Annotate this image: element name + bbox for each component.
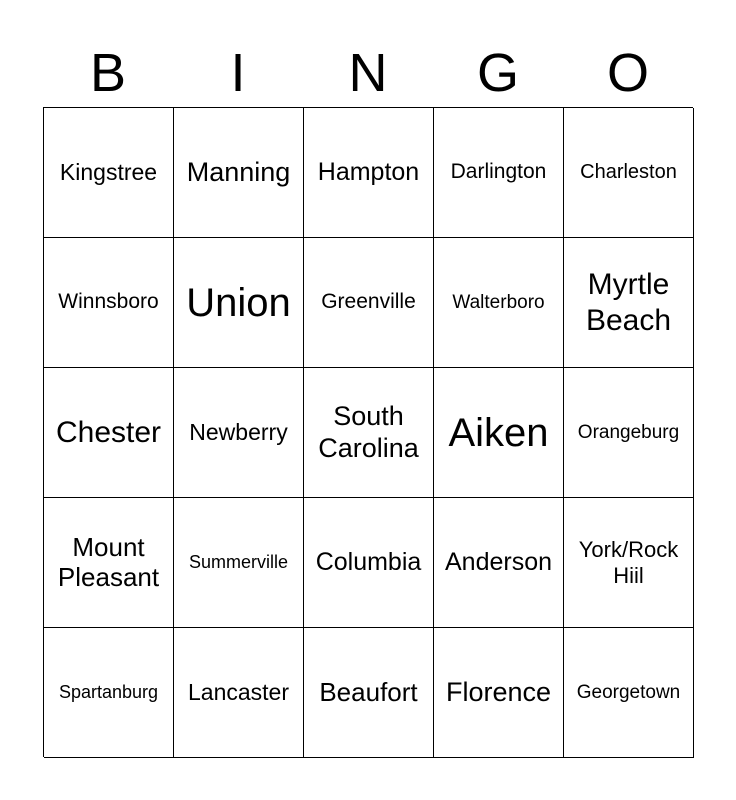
cell-label: Hampton — [317, 158, 420, 187]
bingo-header — [43, 40, 693, 106]
bingo-cell[interactable] — [44, 108, 174, 238]
cell-label: Chester — [55, 415, 162, 449]
cell-label: York/Rock Hiil — [578, 537, 679, 588]
cell-label: Aiken — [448, 410, 549, 455]
cell-label: Columbia — [315, 548, 422, 577]
cell-label: Florence — [445, 676, 552, 707]
cell-label: Greenville — [321, 290, 416, 314]
header-letter-n: N — [348, 43, 388, 103]
bingo-cell[interactable] — [44, 368, 174, 498]
bingo-cell[interactable] — [434, 368, 564, 498]
cell-label: Winnsboro — [58, 290, 159, 314]
bingo-cell[interactable] — [304, 628, 434, 758]
cell-label: Manning — [186, 156, 291, 187]
bingo-cell[interactable] — [564, 368, 694, 498]
bingo-cell[interactable] — [564, 628, 694, 758]
header-letter-b: B — [89, 43, 127, 103]
bingo-cell[interactable] — [564, 238, 694, 368]
cell-label: Mount Pleasant — [57, 531, 160, 592]
bingo-cell[interactable] — [174, 368, 304, 498]
bingo-cell[interactable] — [564, 108, 694, 238]
cell-label: Summerville — [188, 552, 289, 573]
cell-label: Union — [186, 280, 291, 325]
cell-label: Kingstree — [59, 159, 158, 186]
cell-label: Anderson — [444, 548, 553, 577]
cell-label: Spartanburg — [58, 682, 159, 703]
cell-label: Georgetown — [576, 681, 681, 703]
cell-label: Orangeburg — [577, 421, 680, 443]
bingo-cell[interactable] — [304, 368, 434, 498]
bingo-cell[interactable] — [304, 108, 434, 238]
bingo-cell[interactable] — [564, 498, 694, 628]
bingo-cell[interactable] — [44, 628, 174, 758]
cell-label: Beaufort — [319, 676, 418, 707]
cell-label: Charleston — [580, 161, 677, 183]
bingo-cell[interactable] — [174, 108, 304, 238]
header-letter-g: G — [476, 43, 519, 103]
bingo-cell[interactable] — [44, 498, 174, 628]
bingo-cell[interactable] — [174, 628, 304, 758]
bingo-cell[interactable] — [434, 628, 564, 758]
cell-label: Lancaster — [187, 679, 289, 706]
bingo-cell[interactable] — [434, 238, 564, 368]
bingo-cell[interactable] — [174, 498, 304, 628]
cell-label: South Carolina — [318, 401, 419, 463]
bingo-cell[interactable] — [304, 498, 434, 628]
bingo-cell[interactable] — [44, 238, 174, 368]
bingo-cell[interactable] — [174, 238, 304, 368]
bingo-board — [43, 107, 693, 757]
header-letter-i: I — [230, 43, 246, 103]
cell-label: Myrtle Beach — [585, 267, 672, 337]
cell-label: Darlington — [450, 160, 547, 184]
cell-label: Newberry — [189, 419, 288, 446]
cell-label: Walterboro — [452, 291, 545, 313]
bingo-cell[interactable] — [434, 498, 564, 628]
bingo-cell[interactable] — [304, 238, 434, 368]
header-letter-o: O — [606, 43, 649, 103]
bingo-cell[interactable] — [434, 108, 564, 238]
